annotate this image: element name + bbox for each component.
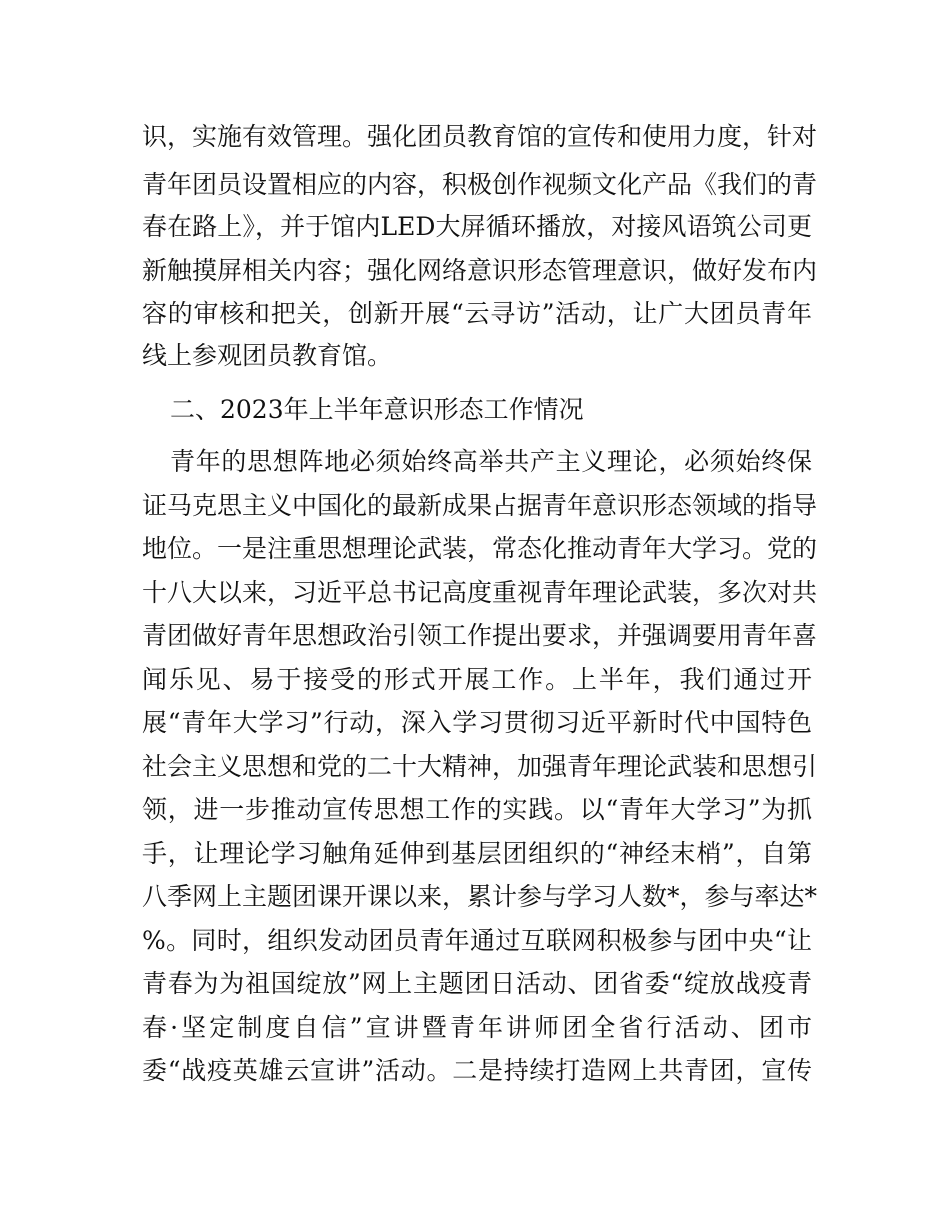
paragraph-line: 青团做好青年思想政治引领工作提出要求，并强调要用青年喜 <box>142 621 818 650</box>
paragraph-line: 青年的思想阵地必须始终高举共产主义理论，必须始终保 <box>170 447 812 476</box>
paragraph-line: 十八大以来，习近平总书记高度重视青年理论武装，多次对共 <box>142 578 818 607</box>
paragraph-line: 闻乐见、易于接受的形式开展工作。上半年，我们通过开 <box>142 665 812 694</box>
paragraph-line: 证马克思主义中国化的最新成果占据青年意识形态领域的指导 <box>142 491 818 520</box>
paragraph-line: 新触摸屏相关内容；强化网络意识形态管理意识，做好发布内 <box>142 256 818 285</box>
paragraph-line: 手，让理论学习触角延伸到基层团组织的“神经末梢”，自第 <box>142 839 812 868</box>
section-heading: 二、2023年上半年意识形态工作情况 <box>170 395 584 424</box>
paragraph-line: 线上参观团员教育馆。 <box>142 341 393 370</box>
paragraph-line: 识，实施有效管理。强化团员教育馆的宣传和使用力度，针对 <box>142 122 818 151</box>
paragraph-line: 展“青年大学习”行动，深入学习贯彻习近平新时代中国特色 <box>142 708 812 737</box>
paragraph-line: 社会主义思想和党的二十大精神，加强青年理论武装和思想引 <box>142 752 818 781</box>
paragraph-line: 领，进一步推动宣传思想工作的实践。以“青年大学习”为抓 <box>142 795 812 824</box>
paragraph-line: 委“战疫英雄云宣讲”活动。二是持续打造网上共青团，宣传 <box>142 1056 812 1085</box>
paragraph-line: 青春为为祖国绽放”网上主题团日活动、团省委“绽放战疫青 <box>142 969 812 998</box>
paragraph-line: 青年团员设置相应的内容，积极创作视频文化产品《我们的青 <box>142 170 818 199</box>
paragraph-line: 地位。一是注重思想理论武装，常态化推动青年大学习。党的 <box>142 534 818 563</box>
paragraph-line: 春·坚定制度自信”宣讲暨青年讲师团全省行活动、团市 <box>142 1013 812 1042</box>
paragraph-line: 八季网上主题团课开课以来，累计参与学习人数*，参与率达* <box>142 882 818 911</box>
paragraph-line: 春在路上》，并于馆内LED大屏循环播放，对接风语筑公司更 <box>142 212 812 241</box>
paragraph-line: 容的审核和把关，创新开展“云寻访”活动，让广大团员青年 <box>142 299 812 328</box>
paragraph-line: %。同时，组织发动团员青年通过互联网积极参与团中央“让 <box>142 926 812 955</box>
